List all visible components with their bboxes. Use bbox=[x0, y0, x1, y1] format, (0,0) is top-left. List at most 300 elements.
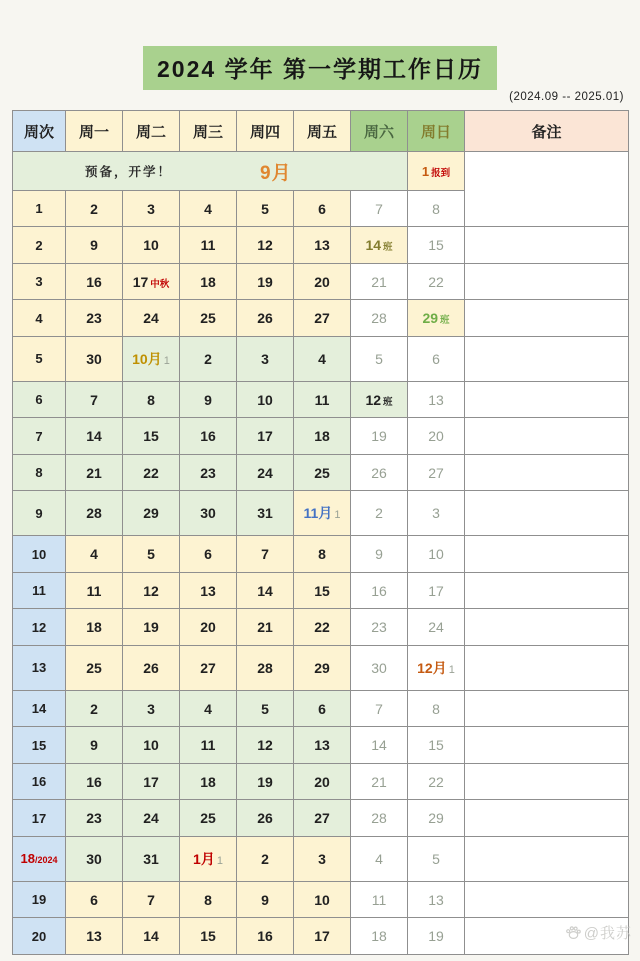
day-number: 21 bbox=[371, 773, 387, 790]
watermark bbox=[565, 922, 632, 943]
day-number: 8 bbox=[147, 391, 155, 408]
day-cell bbox=[180, 918, 237, 955]
day-cell bbox=[66, 881, 123, 917]
day-number: 21 bbox=[257, 619, 273, 636]
day-number: 24 bbox=[143, 810, 159, 827]
notes-cell bbox=[465, 727, 629, 763]
day-number: 5 bbox=[147, 546, 155, 563]
day-cell bbox=[123, 836, 180, 881]
day-number: 12月 bbox=[417, 659, 447, 676]
day-number: 23 bbox=[371, 619, 387, 636]
table-row bbox=[13, 381, 629, 417]
table-row bbox=[13, 300, 629, 336]
day-cell bbox=[180, 763, 237, 799]
table-row bbox=[13, 572, 629, 608]
day-annotation: 班 bbox=[440, 315, 450, 327]
day-cell bbox=[66, 690, 123, 726]
header-row bbox=[13, 111, 629, 152]
day-cell bbox=[180, 491, 237, 536]
notes-cell bbox=[465, 227, 629, 263]
day-cell bbox=[180, 191, 237, 227]
day-cell bbox=[237, 918, 294, 955]
day-number: 5 bbox=[261, 700, 269, 717]
week-cell: 2 bbox=[13, 227, 66, 263]
day-cell bbox=[237, 690, 294, 726]
day-cell bbox=[66, 800, 123, 836]
notes-cell bbox=[465, 300, 629, 336]
day-number: 24 bbox=[143, 310, 159, 327]
day-number: 8 bbox=[204, 891, 212, 908]
column-header: 周日 bbox=[408, 111, 465, 152]
day-number: 17 bbox=[314, 928, 330, 945]
day-cell bbox=[180, 263, 237, 299]
day-cell bbox=[408, 727, 465, 763]
day-cell bbox=[66, 645, 123, 690]
table-row bbox=[13, 491, 629, 536]
day-number: 24 bbox=[257, 464, 273, 481]
week-cell: 11 bbox=[13, 572, 66, 608]
day-number: 11 bbox=[371, 891, 387, 908]
week-cell: 7 bbox=[13, 418, 66, 454]
day-number: 13 bbox=[428, 891, 444, 908]
day-cell bbox=[408, 152, 465, 191]
day-cell bbox=[408, 572, 465, 608]
day-number: 6 bbox=[318, 200, 326, 217]
day-number: 25 bbox=[86, 659, 102, 676]
day-cell bbox=[237, 645, 294, 690]
day-number: 11 bbox=[314, 391, 330, 408]
day-number: 10 bbox=[428, 546, 444, 563]
column-header: 周一 bbox=[66, 111, 123, 152]
day-cell bbox=[66, 491, 123, 536]
paw-icon bbox=[565, 924, 582, 941]
day-cell bbox=[123, 227, 180, 263]
day-number: 23 bbox=[86, 810, 102, 827]
week-cell: 15 bbox=[13, 727, 66, 763]
day-number: 24 bbox=[428, 619, 444, 636]
notes-cell bbox=[465, 690, 629, 726]
day-cell bbox=[123, 336, 180, 381]
day-cell bbox=[351, 381, 408, 417]
day-number: 31 bbox=[257, 505, 273, 522]
day-number: 29 bbox=[314, 659, 330, 676]
day-cell bbox=[294, 763, 351, 799]
day-number: 2 bbox=[375, 505, 383, 522]
column-header: 周次 bbox=[13, 111, 66, 152]
day-cell bbox=[351, 690, 408, 726]
day-number: 15 bbox=[428, 237, 444, 254]
week-year-suffix: /2024 bbox=[34, 855, 58, 866]
day-cell bbox=[408, 336, 465, 381]
day-cell bbox=[123, 300, 180, 336]
day-cell bbox=[123, 418, 180, 454]
day-cell bbox=[351, 536, 408, 572]
day-cell bbox=[66, 918, 123, 955]
week-number: 18 bbox=[20, 851, 35, 867]
day-number: 4 bbox=[318, 350, 326, 367]
day-number: 4 bbox=[375, 850, 383, 867]
day-number: 21 bbox=[371, 273, 387, 290]
day-number-secondary: 1 bbox=[334, 509, 341, 522]
day-cell bbox=[237, 227, 294, 263]
day-cell bbox=[180, 645, 237, 690]
day-cell bbox=[408, 263, 465, 299]
week-cell: 5 bbox=[13, 336, 66, 381]
column-header: 周四 bbox=[237, 111, 294, 152]
day-cell bbox=[123, 191, 180, 227]
day-number: 14 bbox=[371, 737, 387, 754]
notes-cell bbox=[465, 800, 629, 836]
day-number: 3 bbox=[318, 850, 326, 867]
day-number: 6 bbox=[318, 700, 326, 717]
column-header: 备注 bbox=[465, 111, 629, 152]
day-cell bbox=[237, 536, 294, 572]
day-number: 5 bbox=[261, 200, 269, 217]
day-cell bbox=[351, 491, 408, 536]
day-cell bbox=[237, 491, 294, 536]
day-cell bbox=[294, 191, 351, 227]
day-number: 7 bbox=[90, 391, 98, 408]
day-number: 15 bbox=[314, 582, 330, 599]
day-cell bbox=[123, 263, 180, 299]
calendar-table bbox=[12, 110, 629, 955]
table-row bbox=[13, 263, 629, 299]
table-row bbox=[13, 690, 629, 726]
day-cell bbox=[351, 800, 408, 836]
day-number: 11 bbox=[86, 582, 102, 599]
day-number: 17 bbox=[132, 273, 149, 290]
day-cell bbox=[351, 263, 408, 299]
day-cell bbox=[123, 881, 180, 917]
day-number: 10 bbox=[314, 891, 330, 908]
notes-cell bbox=[465, 491, 629, 536]
day-cell bbox=[408, 836, 465, 881]
day-annotation: 中秋 bbox=[150, 278, 170, 290]
day-number: 2 bbox=[90, 200, 98, 217]
month-banner bbox=[13, 152, 408, 191]
day-cell bbox=[294, 800, 351, 836]
day-number: 11月 bbox=[303, 505, 333, 522]
day-number: 15 bbox=[200, 928, 216, 945]
day-cell bbox=[180, 536, 237, 572]
table-row bbox=[13, 763, 629, 799]
notes-cell bbox=[465, 572, 629, 608]
day-number: 12 bbox=[257, 737, 273, 754]
day-cell bbox=[180, 881, 237, 917]
day-number: 28 bbox=[371, 810, 387, 827]
day-cell bbox=[237, 454, 294, 490]
day-number: 7 bbox=[261, 546, 269, 563]
day-cell bbox=[66, 727, 123, 763]
day-number: 21 bbox=[86, 464, 102, 481]
day-number: 11 bbox=[200, 737, 216, 754]
day-number: 14 bbox=[365, 237, 382, 254]
day-number: 7 bbox=[147, 891, 155, 908]
day-cell bbox=[408, 918, 465, 955]
day-cell bbox=[66, 836, 123, 881]
day-number: 29 bbox=[422, 310, 439, 327]
day-number: 20 bbox=[200, 619, 216, 636]
day-number: 9 bbox=[261, 891, 269, 908]
notes-cell bbox=[465, 536, 629, 572]
day-number: 11 bbox=[200, 237, 216, 254]
day-number: 29 bbox=[428, 810, 444, 827]
day-number: 26 bbox=[257, 810, 273, 827]
day-cell bbox=[180, 300, 237, 336]
day-number: 19 bbox=[143, 619, 159, 636]
day-cell bbox=[123, 454, 180, 490]
notes-cell bbox=[465, 836, 629, 881]
day-number: 16 bbox=[257, 928, 273, 945]
day-cell bbox=[351, 727, 408, 763]
day-cell bbox=[294, 918, 351, 955]
week-cell: 20 bbox=[13, 918, 66, 955]
day-cell bbox=[237, 418, 294, 454]
day-number: 26 bbox=[371, 464, 387, 481]
day-cell bbox=[408, 881, 465, 917]
day-cell bbox=[237, 836, 294, 881]
day-number: 10月 bbox=[132, 350, 162, 367]
table-row bbox=[13, 536, 629, 572]
day-annotation: 报到 bbox=[431, 168, 451, 179]
day-cell bbox=[66, 763, 123, 799]
day-cell bbox=[408, 690, 465, 726]
column-header: 周三 bbox=[180, 111, 237, 152]
day-number: 8 bbox=[432, 700, 440, 717]
week-cell: 14 bbox=[13, 690, 66, 726]
day-number: 16 bbox=[86, 773, 102, 790]
day-number: 1月 bbox=[193, 850, 215, 867]
day-cell bbox=[180, 836, 237, 881]
day-cell bbox=[408, 491, 465, 536]
day-number: 8 bbox=[318, 546, 326, 563]
day-cell bbox=[294, 609, 351, 645]
day-number: 2 bbox=[90, 700, 98, 717]
week-cell bbox=[13, 836, 66, 881]
day-cell bbox=[294, 881, 351, 917]
day-cell bbox=[351, 336, 408, 381]
day-number: 13 bbox=[428, 391, 444, 408]
day-number-secondary: 1 bbox=[163, 354, 170, 367]
notes-cell bbox=[465, 381, 629, 417]
table-row bbox=[13, 836, 629, 881]
day-cell bbox=[294, 418, 351, 454]
day-number: 12 bbox=[365, 391, 382, 408]
day-cell bbox=[180, 418, 237, 454]
day-number: 26 bbox=[257, 310, 273, 327]
day-number: 10 bbox=[257, 391, 273, 408]
day-cell bbox=[294, 454, 351, 490]
notes-cell bbox=[465, 763, 629, 799]
table-row bbox=[13, 227, 629, 263]
day-cell bbox=[408, 227, 465, 263]
day-cell bbox=[351, 191, 408, 227]
day-cell bbox=[294, 536, 351, 572]
notes-cell bbox=[465, 263, 629, 299]
week-cell: 9 bbox=[13, 491, 66, 536]
day-number: 2 bbox=[261, 850, 269, 867]
day-cell bbox=[294, 381, 351, 417]
week-cell: 12 bbox=[13, 609, 66, 645]
day-number: 18 bbox=[314, 428, 330, 445]
day-cell bbox=[351, 418, 408, 454]
notes-cell bbox=[465, 645, 629, 690]
day-number: 28 bbox=[86, 505, 102, 522]
day-number: 26 bbox=[143, 659, 159, 676]
day-cell bbox=[66, 418, 123, 454]
day-number: 12 bbox=[257, 237, 273, 254]
day-cell bbox=[123, 645, 180, 690]
day-cell bbox=[180, 381, 237, 417]
week-cell: 6 bbox=[13, 381, 66, 417]
day-number: 23 bbox=[200, 464, 216, 481]
notes-cell bbox=[465, 152, 629, 227]
notes-cell bbox=[465, 609, 629, 645]
day-cell bbox=[408, 800, 465, 836]
notes-cell bbox=[465, 454, 629, 490]
day-cell bbox=[294, 300, 351, 336]
handwritten-note: 预备，开学！ bbox=[85, 165, 173, 179]
day-number: 28 bbox=[257, 659, 273, 676]
column-header: 周六 bbox=[351, 111, 408, 152]
day-number: 3 bbox=[147, 700, 155, 717]
day-number: 4 bbox=[204, 700, 212, 717]
day-cell bbox=[351, 763, 408, 799]
day-cell bbox=[294, 836, 351, 881]
watermark-text: @我苏 bbox=[583, 925, 632, 942]
day-number: 20 bbox=[314, 773, 330, 790]
day-number: 15 bbox=[428, 737, 444, 754]
day-cell bbox=[237, 609, 294, 645]
week-cell: 13 bbox=[13, 645, 66, 690]
day-cell bbox=[351, 918, 408, 955]
day-number: 2 bbox=[204, 350, 212, 367]
table-row bbox=[13, 800, 629, 836]
day-number: 3 bbox=[147, 200, 155, 217]
day-cell bbox=[237, 336, 294, 381]
day-number: 30 bbox=[371, 659, 387, 676]
day-number: 19 bbox=[371, 428, 387, 445]
day-number: 9 bbox=[90, 237, 98, 254]
day-number: 31 bbox=[143, 850, 159, 867]
day-cell bbox=[66, 191, 123, 227]
week-cell: 8 bbox=[13, 454, 66, 490]
day-cell bbox=[123, 536, 180, 572]
day-number: 3 bbox=[261, 350, 269, 367]
day-number: 17 bbox=[143, 773, 159, 790]
day-annotation: 班 bbox=[383, 242, 393, 254]
day-cell bbox=[237, 881, 294, 917]
day-cell bbox=[237, 263, 294, 299]
page-header bbox=[0, 46, 640, 90]
day-number: 27 bbox=[314, 310, 330, 327]
day-cell bbox=[351, 300, 408, 336]
day-number: 18 bbox=[86, 619, 102, 636]
day-cell bbox=[66, 454, 123, 490]
day-number: 4 bbox=[204, 200, 212, 217]
day-cell bbox=[408, 645, 465, 690]
day-cell bbox=[180, 727, 237, 763]
day-number: 13 bbox=[200, 582, 216, 599]
table-row bbox=[13, 881, 629, 917]
day-cell bbox=[237, 191, 294, 227]
month-row bbox=[13, 152, 629, 191]
table-row bbox=[13, 336, 629, 381]
day-cell bbox=[351, 881, 408, 917]
week-cell: 4 bbox=[13, 300, 66, 336]
day-cell bbox=[180, 336, 237, 381]
day-number: 25 bbox=[200, 310, 216, 327]
day-cell bbox=[294, 572, 351, 608]
page-title: 2024 学年 第一学期工作日历 bbox=[143, 46, 497, 90]
day-cell bbox=[408, 536, 465, 572]
day-number: 5 bbox=[375, 350, 383, 367]
day-cell bbox=[294, 227, 351, 263]
day-number: 6 bbox=[432, 350, 440, 367]
day-number: 30 bbox=[86, 350, 102, 367]
day-cell bbox=[408, 454, 465, 490]
day-number: 1 bbox=[421, 164, 430, 179]
day-cell bbox=[123, 572, 180, 608]
day-cell bbox=[66, 572, 123, 608]
day-cell bbox=[237, 381, 294, 417]
day-cell bbox=[294, 491, 351, 536]
day-cell bbox=[123, 763, 180, 799]
month-label: 9月 bbox=[260, 162, 292, 184]
day-cell bbox=[123, 690, 180, 726]
day-cell bbox=[66, 227, 123, 263]
day-number: 17 bbox=[257, 428, 273, 445]
day-number: 6 bbox=[204, 546, 212, 563]
day-cell bbox=[351, 609, 408, 645]
day-cell bbox=[123, 381, 180, 417]
day-cell bbox=[294, 645, 351, 690]
day-number: 3 bbox=[432, 505, 440, 522]
day-cell bbox=[123, 727, 180, 763]
week-cell: 19 bbox=[13, 881, 66, 917]
day-number: 13 bbox=[314, 737, 330, 754]
day-cell bbox=[294, 336, 351, 381]
day-number: 13 bbox=[314, 237, 330, 254]
day-number: 16 bbox=[200, 428, 216, 445]
day-cell bbox=[123, 918, 180, 955]
day-number: 8 bbox=[432, 200, 440, 217]
table-row bbox=[13, 918, 629, 955]
day-cell bbox=[66, 609, 123, 645]
day-cell bbox=[66, 263, 123, 299]
day-number: 23 bbox=[86, 310, 102, 327]
day-number: 17 bbox=[428, 582, 444, 599]
column-header: 周五 bbox=[294, 111, 351, 152]
day-cell bbox=[408, 763, 465, 799]
notes-cell bbox=[465, 418, 629, 454]
day-cell bbox=[408, 300, 465, 336]
date-range: (2024.09 -- 2025.01) bbox=[509, 91, 624, 103]
day-number: 12 bbox=[143, 582, 159, 599]
day-number: 22 bbox=[143, 464, 159, 481]
day-cell bbox=[351, 454, 408, 490]
table-row bbox=[13, 454, 629, 490]
day-number: 28 bbox=[371, 310, 387, 327]
day-cell bbox=[66, 536, 123, 572]
day-cell bbox=[237, 727, 294, 763]
day-cell bbox=[66, 381, 123, 417]
day-number: 29 bbox=[143, 505, 159, 522]
day-number: 14 bbox=[257, 582, 273, 599]
day-number: 16 bbox=[86, 273, 102, 290]
day-cell bbox=[180, 454, 237, 490]
day-number: 7 bbox=[375, 700, 383, 717]
